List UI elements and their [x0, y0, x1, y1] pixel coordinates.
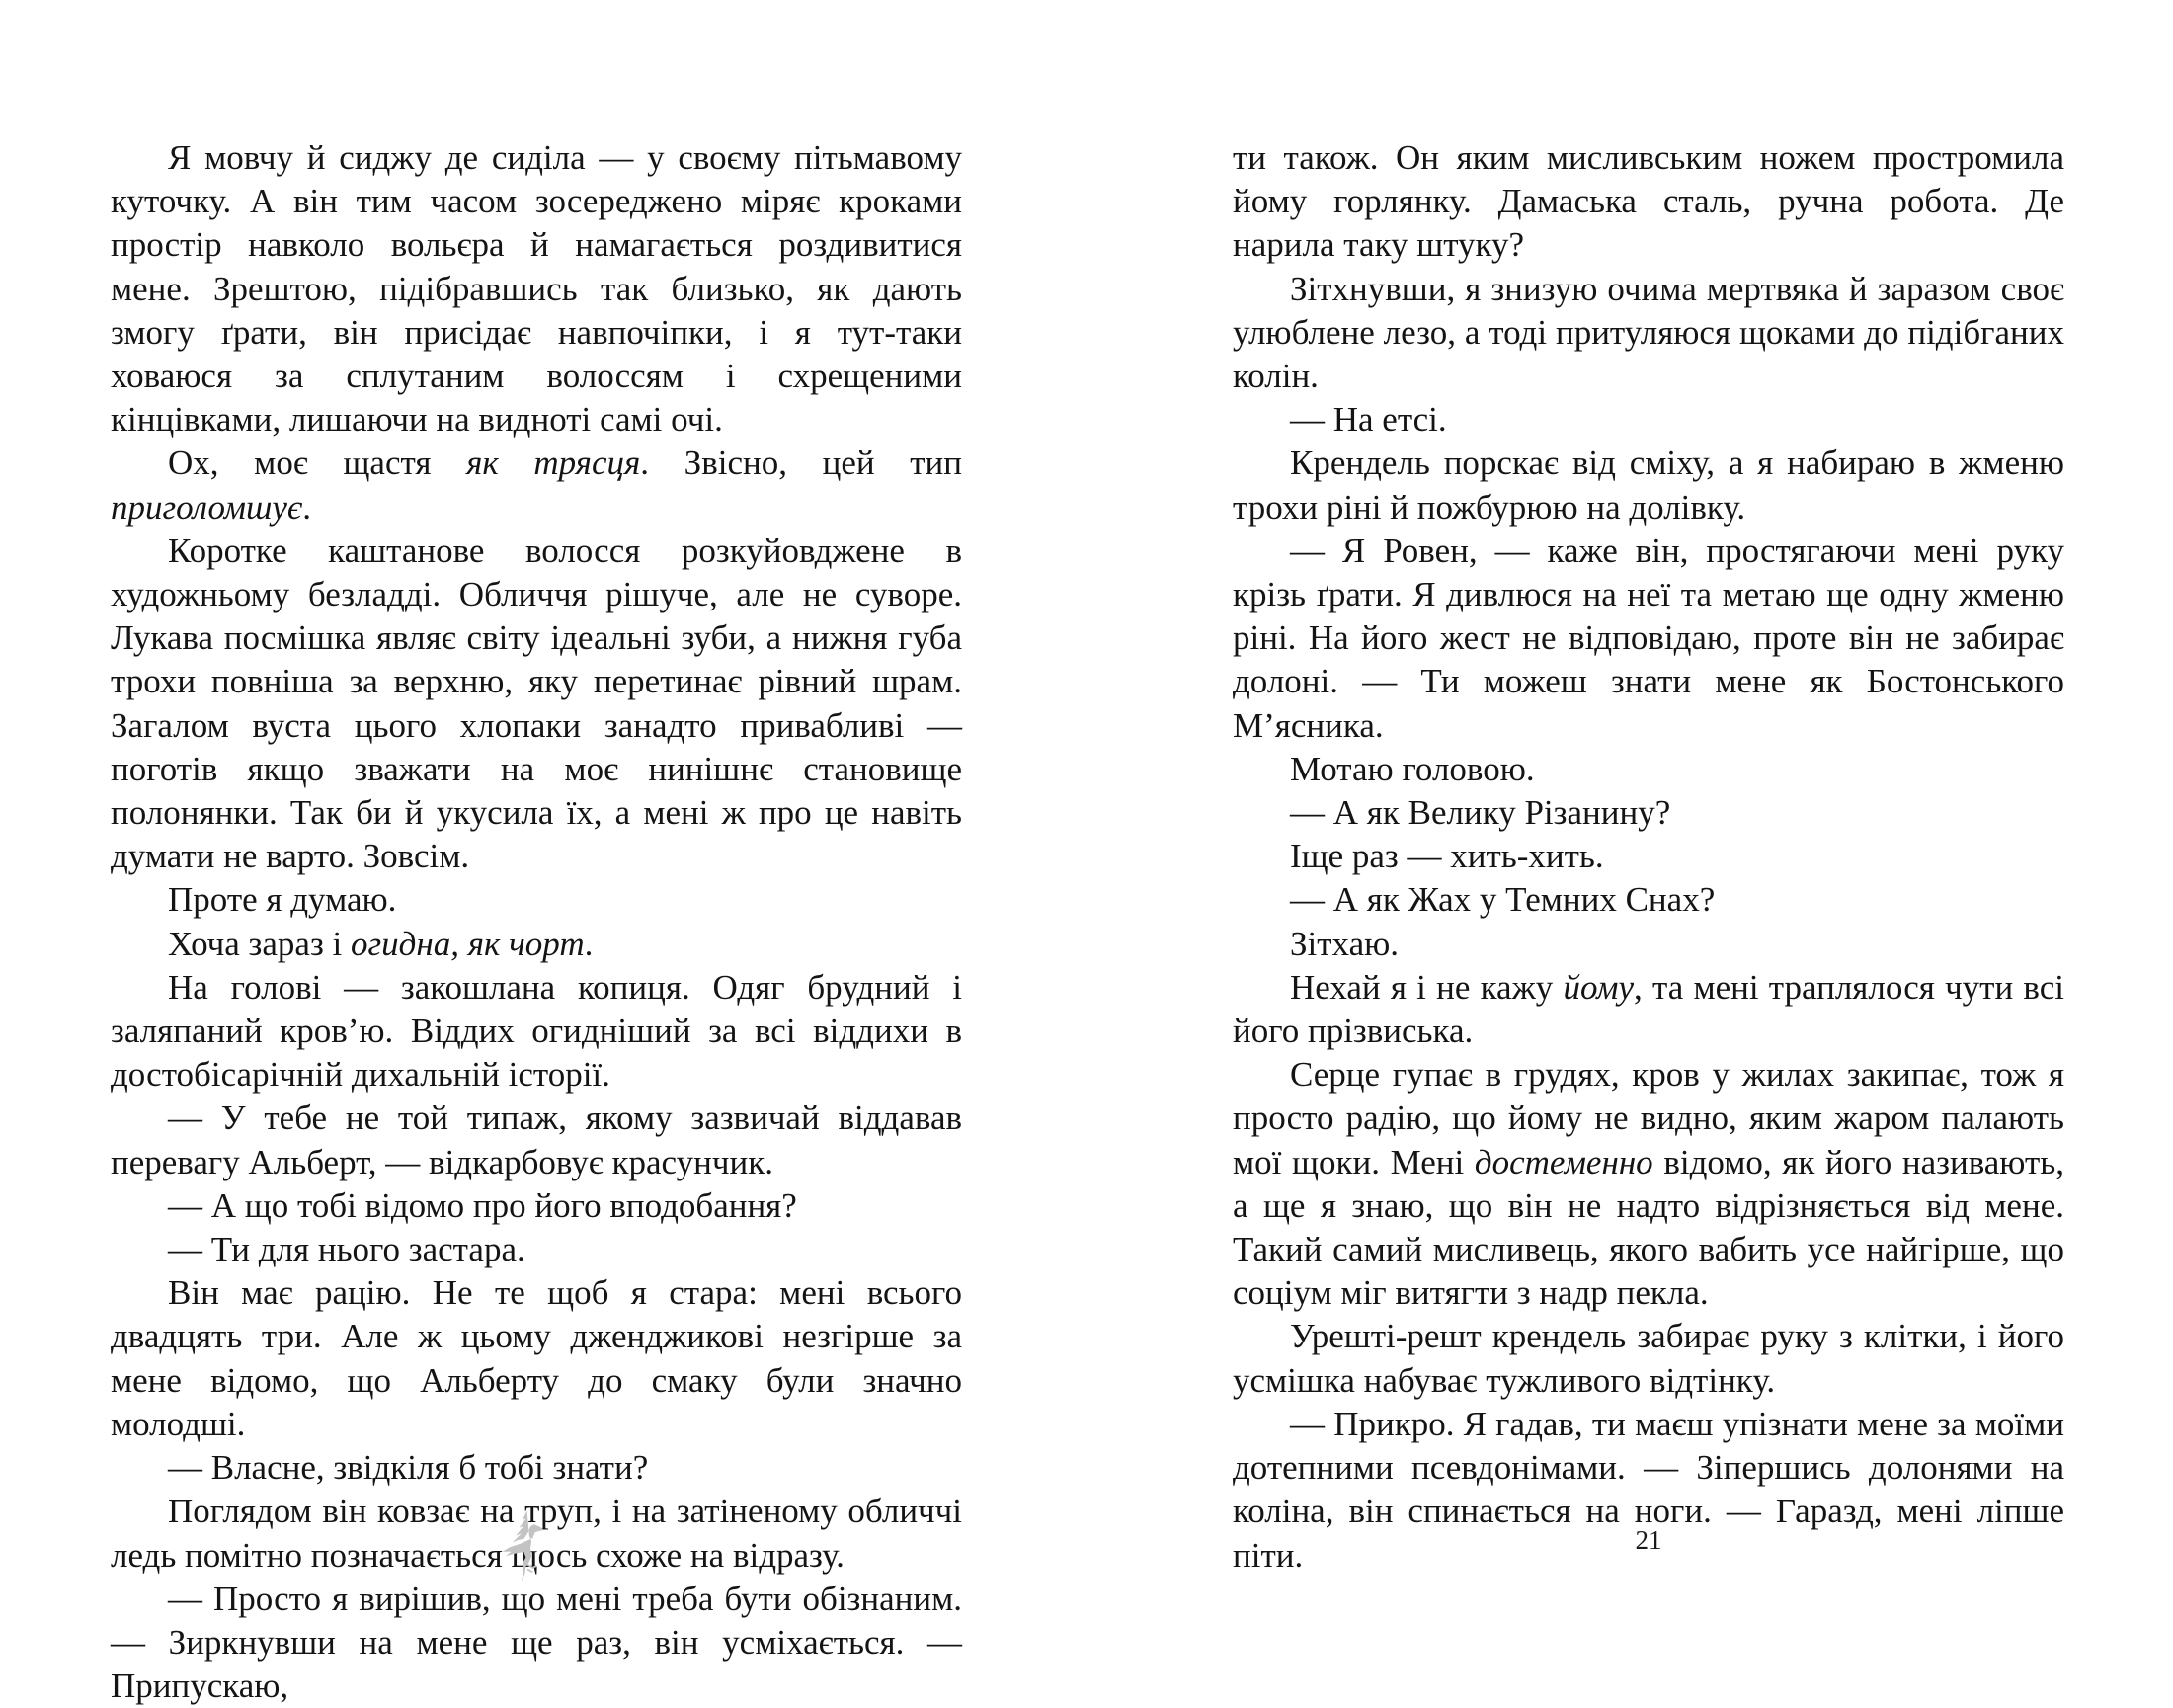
paragraph: Серце гупає в грудях, кров у жилах закипає, тож я просто радію, що йому не видно, яким жаром палають мої щоки. Мені достеменно відомо, як його називають, а ще я знаю, що він не надто відрізняється від мене. Такий самий мисливець, якого вабить усе найгірше, що соціум міг витягти з надр пекла. — [1233, 1055, 2064, 1313]
paragraph: Поглядом він ковзає на труп, і на затіненому обличчі ледь помітно позначається щось схоже на відразу. — [111, 1492, 962, 1575]
paragraph: Зітхнувши, я знизую очима мертвяка й заразом своє улюблене лезо, а тоді притуляюся щоками до підібганих колін. — [1233, 269, 2064, 396]
paragraph: — А як Жах у Темних Снах? — [1290, 880, 1716, 920]
paragraph: Я мовчу й сиджу де сиділа — у своєму пітьмавому куточку. А він тим часом зосереджено міряє кроками простір навколо вольєра й намагається роздивитися мене. Зрештою, підібравшись так близько, як дають змогу ґрати, він присідає навпочіпки, і я тут-таки ховаюся за сплутаним волоссям і схрещеними кінцівками, лишаючи на видноті самі очі. — [111, 138, 962, 440]
paragraph: Він має рацію. Не те щоб я стара: мені всього двадцять три. Але ж цьому дженджикові незгірше за мене відомо, що Альберту до смаку були значно молодші. — [111, 1273, 962, 1443]
paragraph: — Власне, звідкіля б тобі знати? — [168, 1448, 649, 1488]
paragraph: — Я Ровен, — каже він, простягаючи мені руку крізь ґрати. Я дивлюся на неї та метаю ще одну жменю ріні. На його жест не відповідаю, проте він не забирає долоні. — Ти можеш знати мене як Бостонського М’ясника. — [1233, 530, 2064, 745]
paragraph: — Прикро. Я гадав, ти маєш упізнати мене за моїми дотепними псевдонімами. — Зіпершись долонями на коліна, він спинається на ноги. — Гаразд, мені ліпше піти. — [1233, 1404, 2064, 1575]
paragraph: Проте я думаю. — [168, 880, 397, 920]
paragraph: Крендель порскає від сміху, а я набираю в жменю трохи ріні й пожбурюю на долівку. — [1233, 444, 2064, 527]
left-page-text — [111, 136, 962, 1708]
paragraph: Коротке каштанове волосся розкуйовджене в художньому безладді. Обличчя рішуче, але не суворе. Лукава посмішка являє світу ідеальні зуби, а нижня губа трохи повніша за верхню, яку перетинає рівний шрам. Загалом вуста цього хлопаки занадто привабливі — поготів якщо зважати на моє нинішнє становище полонянки. Так би й укусила їх, а мені ж про це навіть думати не варто. Зовсім. — [111, 530, 962, 876]
paragraph: Хоча зараз і огидна, як чорт. — [168, 924, 594, 963]
paragraph: Іще раз — хить-хить. — [1290, 837, 1604, 876]
paragraph: Зітхаю. — [1290, 924, 1400, 963]
paragraph: — Просто я вирішив, що мені треба бути обізнаним. — Зиркнувши на мене ще раз, він усміхається. — Припускаю, — [111, 1579, 962, 1706]
paragraph: Урешті-решт крендель забирає руку з клітки, і його усмішка набуває тужливого відтінку. — [1233, 1317, 2064, 1400]
paragraph: — На етсі. — [1290, 400, 1447, 440]
paragraph: — Ти для нього застара. — [168, 1230, 525, 1269]
paragraph: — А що тобі відомо про його вподобання? — [168, 1185, 797, 1225]
paragraph: Мотаю головою. — [1290, 749, 1535, 788]
paragraph: — У тебе не той типаж, якому зазвичай віддавав перевагу Альберт, — відкарбовує красунчик. — [111, 1098, 962, 1181]
page-number: 21 — [1635, 1525, 1662, 1555]
paragraph: Ох, моє щастя як трясця. Звісно, цей тип приголомшує. — [111, 444, 962, 527]
flying-bird-icon — [494, 1507, 551, 1592]
paragraph: — А як Велику Різанину? — [1290, 793, 1671, 833]
paragraph: ти також. Он яким мисливським ножем простромила йому горлянку. Дамаська сталь, ручна робота. Де нарила таку штуку? — [1233, 138, 2064, 265]
paragraph: На голові — закошлана копиця. Одяг брудний і заляпаний кров’ю. Віддих огидніший за всі віддихи в достобісарічній дихальній історії. — [111, 967, 962, 1095]
paragraph: Нехай я і не кажу йому, та мені траплялося чути всі його прізвиська. — [1233, 967, 2064, 1051]
right-page-text — [1233, 136, 2064, 1578]
